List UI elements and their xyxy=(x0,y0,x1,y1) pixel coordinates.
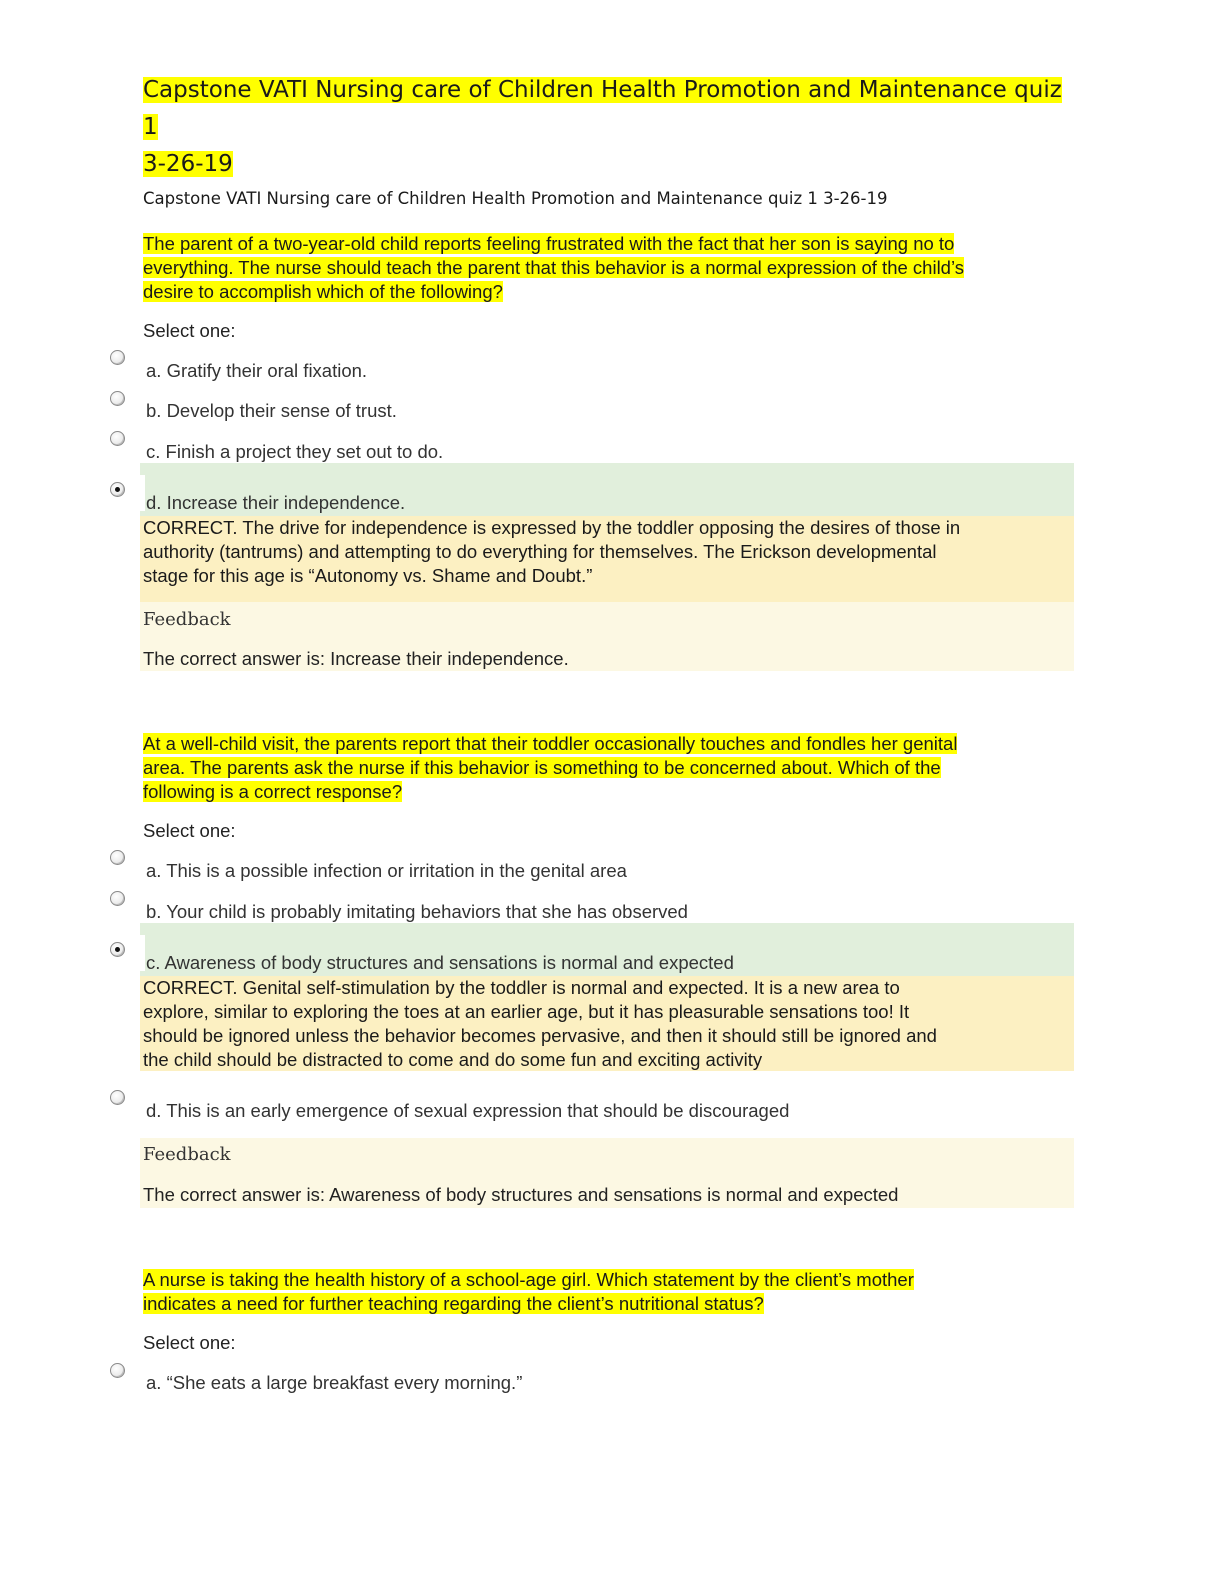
select-one-label: Select one: xyxy=(143,320,236,341)
q2-option-b[interactable]: b. Your child is probably imitating behaviors that she has observed xyxy=(146,901,688,922)
document-subtitle: Capstone VATI Nursing care of Children Health Promotion and Maintenance quiz 1 3-26-19 xyxy=(143,189,888,208)
q1-option-d-radio[interactable] xyxy=(110,482,125,497)
q1-option-c-radio[interactable] xyxy=(110,431,125,446)
q2-option-c-radio[interactable] xyxy=(110,942,125,957)
q1-rationale-text: CORRECT. The drive for independence is expressed by the toddler opposing the desires of those in authority (tantrums) and attempting to do everything for themselves. The Erickson developmental stage for this age is “Autonomy vs. Shame and Doubt.” xyxy=(143,517,961,586)
q2-option-d-radio[interactable] xyxy=(110,1090,125,1105)
q2-option-b-radio[interactable] xyxy=(110,891,125,906)
q2-feedback-heading: Feedback xyxy=(143,1144,231,1165)
title-line-2: 3-26-19 xyxy=(143,151,233,177)
q2-option-a[interactable]: a. This is a possible infection or irritation in the genital area xyxy=(146,860,627,881)
q2-feedback-text: The correct answer is: Awareness of body structures and sensations is normal and expected xyxy=(143,1184,899,1205)
q1-feedback-heading: Feedback xyxy=(143,609,231,630)
question-1-text: The parent of a two-year-old child reports feeling frustrated with the fact that her son is saying no to everything. The nurse should teach the parent that this behavior is a normal expression of the child’s desire to accomplish which of the following? xyxy=(143,233,964,302)
q2-option-d[interactable]: d. This is an early emergence of sexual expression that should be discouraged xyxy=(146,1100,790,1121)
document-title xyxy=(143,72,1083,183)
q1-option-d[interactable]: d. Increase their independence. xyxy=(146,492,406,513)
question-3-text: A nurse is taking the health history of a school-age girl. Which statement by the client’s mother indicates a need for further teaching regarding the client’s nutritional status? xyxy=(143,1269,914,1314)
q1-option-a[interactable]: a. Gratify their oral fixation. xyxy=(146,360,368,381)
select-one-label: Select one: xyxy=(143,1332,236,1353)
q1-option-a-radio[interactable] xyxy=(110,350,125,365)
q2-rationale-text: CORRECT. Genital self-stimulation by the toddler is normal and expected. It is a new area to explore, similar to exploring the toes at an earlier age, but it has pleasurable sensations too! It should be ignored unless the behavior becomes pervasive, and then it should still be ignored and the child should be distracted to come and do some fun and exciting activity xyxy=(143,977,937,1070)
title-line-1: Capstone VATI Nursing care of Children Health Promotion and Maintenance quiz 1 xyxy=(143,77,1062,140)
question-2-text: At a well-child visit, the parents report that their toddler occasionally touches and fondles her genital area. The parents ask the nurse if this behavior is something to be concerned about. Which of the following is a correct response? xyxy=(143,733,958,802)
q2-option-a-radio[interactable] xyxy=(110,850,125,865)
select-one-label: Select one: xyxy=(143,820,236,841)
q3-option-a-radio[interactable] xyxy=(110,1363,125,1378)
q1-feedback-text: The correct answer is: Increase their independence. xyxy=(143,648,569,669)
q1-option-b-radio[interactable] xyxy=(110,391,125,406)
q2-option-c[interactable]: c. Awareness of body structures and sensations is normal and expected xyxy=(146,952,734,973)
q3-option-a[interactable]: a. “She eats a large breakfast every morning.” xyxy=(146,1372,523,1393)
q1-option-c[interactable]: c. Finish a project they set out to do. xyxy=(146,441,444,462)
q1-option-b[interactable]: b. Develop their sense of trust. xyxy=(146,400,397,421)
